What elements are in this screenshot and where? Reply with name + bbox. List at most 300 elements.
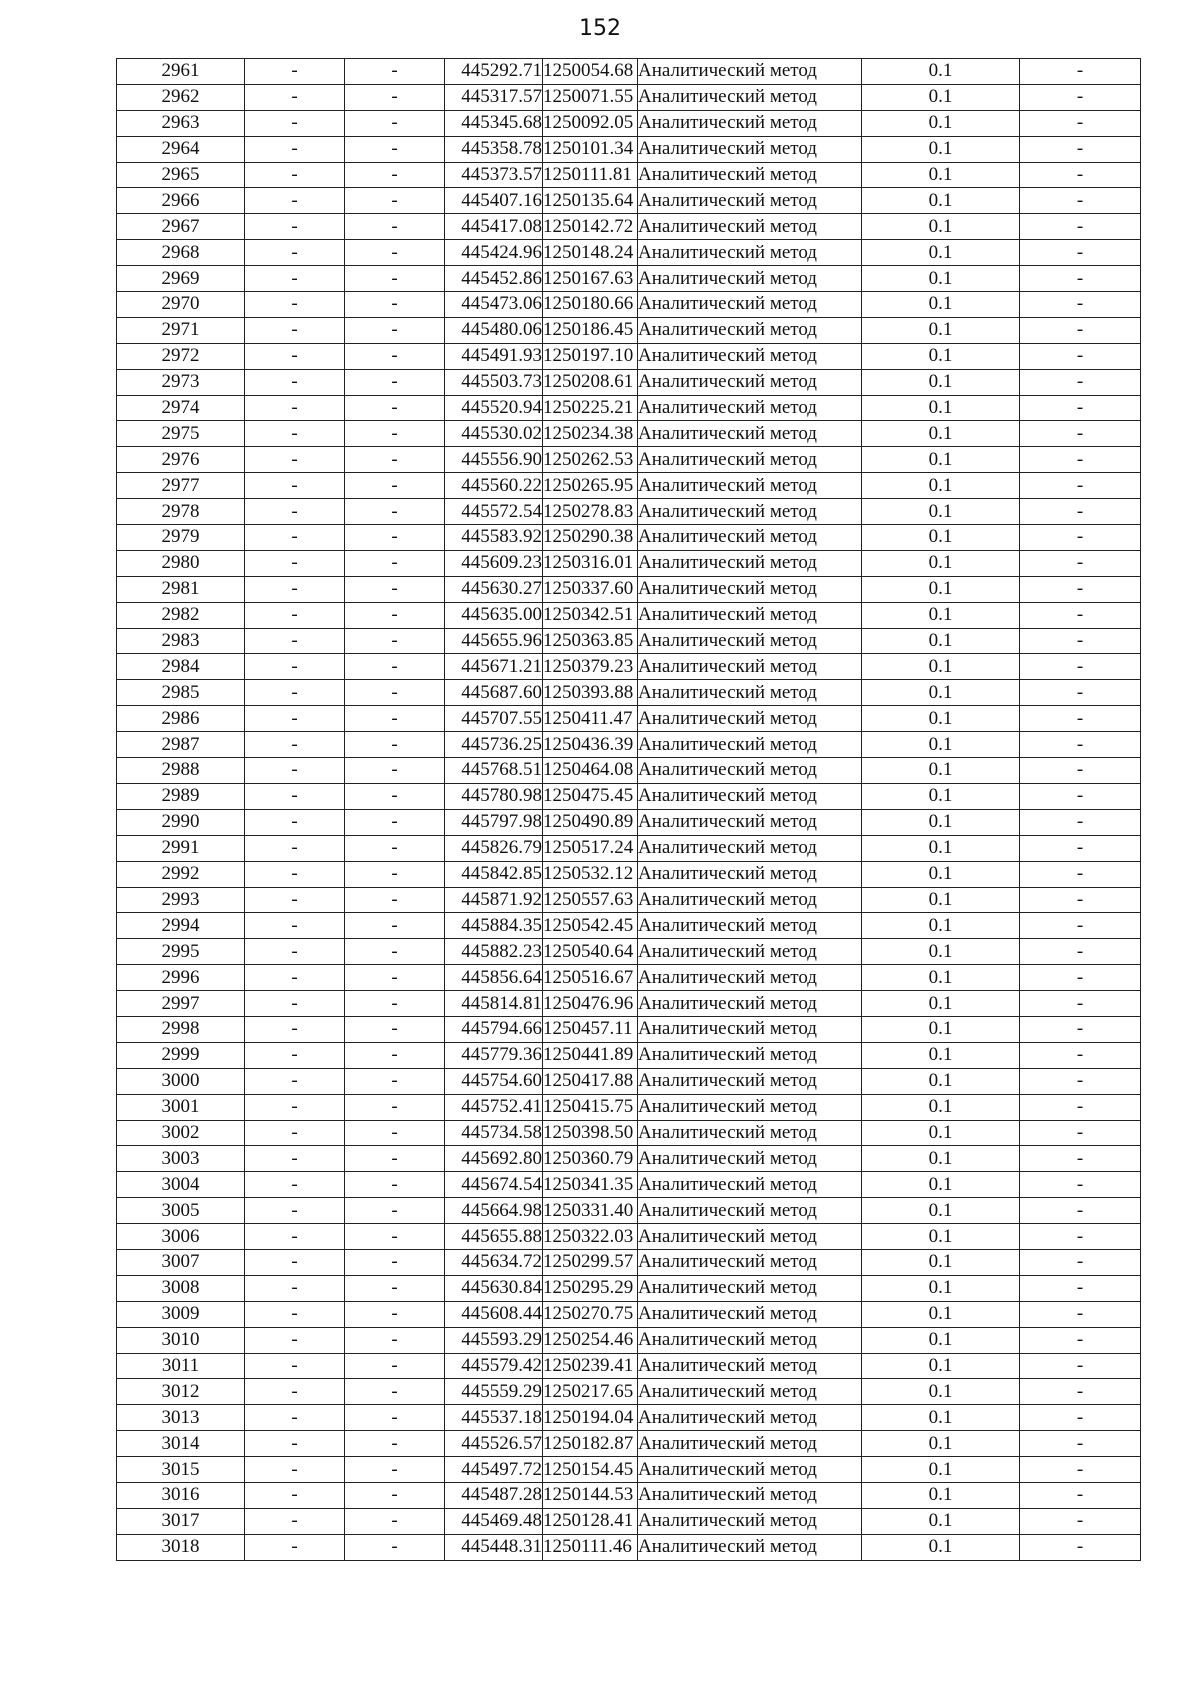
empty-value-cell: - [245, 1275, 345, 1301]
empty-value-cell: - [245, 447, 345, 473]
empty-value-cell: - [245, 680, 345, 706]
y-coordinate-cell: 1250197.10 [543, 343, 638, 369]
table-row [117, 1327, 1141, 1353]
empty-value-cell: - [345, 1431, 445, 1457]
empty-value-cell: - [245, 292, 345, 318]
accuracy-cell: 0.1 [862, 292, 1020, 318]
point-number-cell: 2997 [117, 991, 245, 1017]
empty-value-cell: - [1020, 343, 1141, 369]
method-cell: Аналитический метод [638, 84, 862, 110]
empty-value-cell: - [345, 266, 445, 292]
table-row [117, 835, 1141, 861]
empty-value-cell: - [245, 861, 345, 887]
accuracy-cell: 0.1 [862, 628, 1020, 654]
empty-value-cell: - [245, 758, 345, 784]
empty-value-cell: - [1020, 473, 1141, 499]
table-row [117, 1508, 1141, 1534]
x-coordinate-cell: 445503.73 [445, 369, 543, 395]
x-coordinate-cell: 445707.55 [445, 706, 543, 732]
accuracy-cell: 0.1 [862, 1224, 1020, 1250]
empty-value-cell: - [1020, 59, 1141, 85]
y-coordinate-cell: 1250135.64 [543, 188, 638, 214]
empty-value-cell: - [1020, 369, 1141, 395]
empty-value-cell: - [245, 136, 345, 162]
method-cell: Аналитический метод [638, 1224, 862, 1250]
empty-value-cell: - [245, 1482, 345, 1508]
empty-value-cell: - [1020, 240, 1141, 266]
point-number-cell: 2973 [117, 369, 245, 395]
empty-value-cell: - [345, 1198, 445, 1224]
y-coordinate-cell: 1250128.41 [543, 1508, 638, 1534]
x-coordinate-cell: 445417.08 [445, 214, 543, 240]
empty-value-cell: - [1020, 1431, 1141, 1457]
method-cell: Аналитический метод [638, 1198, 862, 1224]
x-coordinate-cell: 445469.48 [445, 1508, 543, 1534]
x-coordinate-cell: 445473.06 [445, 292, 543, 318]
empty-value-cell: - [245, 1249, 345, 1275]
empty-value-cell: - [1020, 1120, 1141, 1146]
empty-value-cell: - [1020, 628, 1141, 654]
method-cell: Аналитический метод [638, 162, 862, 188]
empty-value-cell: - [345, 835, 445, 861]
method-cell: Аналитический метод [638, 1068, 862, 1094]
y-coordinate-cell: 1250331.40 [543, 1198, 638, 1224]
method-cell: Аналитический метод [638, 421, 862, 447]
empty-value-cell: - [245, 525, 345, 551]
method-cell: Аналитический метод [638, 525, 862, 551]
empty-value-cell: - [345, 136, 445, 162]
accuracy-cell: 0.1 [862, 343, 1020, 369]
method-cell: Аналитический метод [638, 1042, 862, 1068]
x-coordinate-cell: 445780.98 [445, 783, 543, 809]
empty-value-cell: - [245, 706, 345, 732]
y-coordinate-cell: 1250180.66 [543, 292, 638, 318]
empty-value-cell: - [245, 1534, 345, 1560]
y-coordinate-cell: 1250342.51 [543, 602, 638, 628]
method-cell: Аналитический метод [638, 550, 862, 576]
method-cell: Аналитический метод [638, 499, 862, 525]
table-row [117, 110, 1141, 136]
method-cell: Аналитический метод [638, 59, 862, 85]
x-coordinate-cell: 445882.23 [445, 939, 543, 965]
empty-value-cell: - [345, 1379, 445, 1405]
table-row [117, 1431, 1141, 1457]
point-number-cell: 2979 [117, 525, 245, 551]
coordinates-table [116, 58, 1141, 1561]
x-coordinate-cell: 445635.00 [445, 602, 543, 628]
point-number-cell: 2986 [117, 706, 245, 732]
method-cell: Аналитический метод [638, 965, 862, 991]
table-row [117, 499, 1141, 525]
method-cell: Аналитический метод [638, 1482, 862, 1508]
y-coordinate-cell: 1250411.47 [543, 706, 638, 732]
accuracy-cell: 0.1 [862, 861, 1020, 887]
table-row [117, 240, 1141, 266]
empty-value-cell: - [1020, 1275, 1141, 1301]
table-row [117, 525, 1141, 551]
empty-value-cell: - [345, 473, 445, 499]
table-row [117, 991, 1141, 1017]
empty-value-cell: - [1020, 1249, 1141, 1275]
empty-value-cell: - [345, 292, 445, 318]
y-coordinate-cell: 1250393.88 [543, 680, 638, 706]
x-coordinate-cell: 445674.54 [445, 1172, 543, 1198]
empty-value-cell: - [1020, 1379, 1141, 1405]
table-row [117, 680, 1141, 706]
empty-value-cell: - [1020, 447, 1141, 473]
table-row [117, 1249, 1141, 1275]
empty-value-cell: - [245, 1379, 345, 1405]
point-number-cell: 2996 [117, 965, 245, 991]
y-coordinate-cell: 1250299.57 [543, 1249, 638, 1275]
y-coordinate-cell: 1250148.24 [543, 240, 638, 266]
table-row [117, 913, 1141, 939]
empty-value-cell: - [345, 162, 445, 188]
empty-value-cell: - [345, 343, 445, 369]
empty-value-cell: - [245, 266, 345, 292]
empty-value-cell: - [345, 110, 445, 136]
empty-value-cell: - [245, 732, 345, 758]
method-cell: Аналитический метод [638, 913, 862, 939]
empty-value-cell: - [345, 654, 445, 680]
method-cell: Аналитический метод [638, 861, 862, 887]
method-cell: Аналитический метод [638, 1301, 862, 1327]
table-row [117, 809, 1141, 835]
accuracy-cell: 0.1 [862, 1249, 1020, 1275]
empty-value-cell: - [345, 1508, 445, 1534]
empty-value-cell: - [245, 1405, 345, 1431]
x-coordinate-cell: 445407.16 [445, 188, 543, 214]
accuracy-cell: 0.1 [862, 758, 1020, 784]
method-cell: Аналитический метод [638, 1431, 862, 1457]
point-number-cell: 3011 [117, 1353, 245, 1379]
empty-value-cell: - [1020, 1094, 1141, 1120]
y-coordinate-cell: 1250111.46 [543, 1534, 638, 1560]
point-number-cell: 2975 [117, 421, 245, 447]
point-number-cell: 2999 [117, 1042, 245, 1068]
x-coordinate-cell: 445579.42 [445, 1353, 543, 1379]
y-coordinate-cell: 1250295.29 [543, 1275, 638, 1301]
point-number-cell: 3017 [117, 1508, 245, 1534]
y-coordinate-cell: 1250270.75 [543, 1301, 638, 1327]
table-row [117, 421, 1141, 447]
y-coordinate-cell: 1250464.08 [543, 758, 638, 784]
x-coordinate-cell: 445826.79 [445, 835, 543, 861]
empty-value-cell: - [345, 1068, 445, 1094]
x-coordinate-cell: 445317.57 [445, 84, 543, 110]
accuracy-cell: 0.1 [862, 1172, 1020, 1198]
empty-value-cell: - [1020, 680, 1141, 706]
y-coordinate-cell: 1250167.63 [543, 266, 638, 292]
accuracy-cell: 0.1 [862, 162, 1020, 188]
method-cell: Аналитический метод [638, 1275, 862, 1301]
method-cell: Аналитический метод [638, 732, 862, 758]
y-coordinate-cell: 1250142.72 [543, 214, 638, 240]
method-cell: Аналитический метод [638, 1327, 862, 1353]
point-number-cell: 2972 [117, 343, 245, 369]
empty-value-cell: - [1020, 266, 1141, 292]
y-coordinate-cell: 1250417.88 [543, 1068, 638, 1094]
empty-value-cell: - [245, 499, 345, 525]
accuracy-cell: 0.1 [862, 1042, 1020, 1068]
empty-value-cell: - [245, 343, 345, 369]
empty-value-cell: - [1020, 525, 1141, 551]
table-row [117, 447, 1141, 473]
empty-value-cell: - [245, 887, 345, 913]
table-row [117, 628, 1141, 654]
point-number-cell: 3005 [117, 1198, 245, 1224]
x-coordinate-cell: 445572.54 [445, 499, 543, 525]
method-cell: Аналитический метод [638, 654, 862, 680]
accuracy-cell: 0.1 [862, 1353, 1020, 1379]
empty-value-cell: - [245, 1094, 345, 1120]
y-coordinate-cell: 1250557.63 [543, 887, 638, 913]
empty-value-cell: - [345, 913, 445, 939]
x-coordinate-cell: 445779.36 [445, 1042, 543, 1068]
empty-value-cell: - [245, 1198, 345, 1224]
empty-value-cell: - [245, 913, 345, 939]
y-coordinate-cell: 1250182.87 [543, 1431, 638, 1457]
empty-value-cell: - [345, 732, 445, 758]
empty-value-cell: - [245, 84, 345, 110]
accuracy-cell: 0.1 [862, 887, 1020, 913]
x-coordinate-cell: 445452.86 [445, 266, 543, 292]
table-row [117, 1301, 1141, 1327]
point-number-cell: 2989 [117, 783, 245, 809]
empty-value-cell: - [345, 1327, 445, 1353]
empty-value-cell: - [245, 654, 345, 680]
table-row [117, 550, 1141, 576]
x-coordinate-cell: 445752.41 [445, 1094, 543, 1120]
y-coordinate-cell: 1250379.23 [543, 654, 638, 680]
method-cell: Аналитический метод [638, 602, 862, 628]
empty-value-cell: - [245, 317, 345, 343]
empty-value-cell: - [1020, 706, 1141, 732]
table-row [117, 473, 1141, 499]
empty-value-cell: - [1020, 965, 1141, 991]
accuracy-cell: 0.1 [862, 1534, 1020, 1560]
y-coordinate-cell: 1250322.03 [543, 1224, 638, 1250]
y-coordinate-cell: 1250360.79 [543, 1146, 638, 1172]
point-number-cell: 3018 [117, 1534, 245, 1560]
empty-value-cell: - [345, 499, 445, 525]
x-coordinate-cell: 445655.88 [445, 1224, 543, 1250]
empty-value-cell: - [1020, 214, 1141, 240]
point-number-cell: 3002 [117, 1120, 245, 1146]
empty-value-cell: - [245, 809, 345, 835]
method-cell: Аналитический метод [638, 783, 862, 809]
method-cell: Аналитический метод [638, 887, 862, 913]
point-number-cell: 2962 [117, 84, 245, 110]
table-row [117, 1275, 1141, 1301]
empty-value-cell: - [1020, 292, 1141, 318]
y-coordinate-cell: 1250225.21 [543, 395, 638, 421]
method-cell: Аналитический метод [638, 835, 862, 861]
empty-value-cell: - [245, 1327, 345, 1353]
empty-value-cell: - [1020, 1301, 1141, 1327]
method-cell: Аналитический метод [638, 1120, 862, 1146]
table-row [117, 317, 1141, 343]
empty-value-cell: - [1020, 110, 1141, 136]
empty-value-cell: - [345, 214, 445, 240]
coordinates-table-body [117, 59, 1141, 1561]
x-coordinate-cell: 445358.78 [445, 136, 543, 162]
point-number-cell: 2965 [117, 162, 245, 188]
accuracy-cell: 0.1 [862, 84, 1020, 110]
empty-value-cell: - [345, 1482, 445, 1508]
y-coordinate-cell: 1250144.53 [543, 1482, 638, 1508]
point-number-cell: 3016 [117, 1482, 245, 1508]
y-coordinate-cell: 1250532.12 [543, 861, 638, 887]
method-cell: Аналитический метод [638, 317, 862, 343]
table-row [117, 1146, 1141, 1172]
page-number: 152 [579, 16, 621, 41]
empty-value-cell: - [345, 576, 445, 602]
empty-value-cell: - [345, 84, 445, 110]
accuracy-cell: 0.1 [862, 835, 1020, 861]
accuracy-cell: 0.1 [862, 421, 1020, 447]
x-coordinate-cell: 445634.72 [445, 1249, 543, 1275]
accuracy-cell: 0.1 [862, 1327, 1020, 1353]
table-row [117, 1353, 1141, 1379]
x-coordinate-cell: 445687.60 [445, 680, 543, 706]
empty-value-cell: - [1020, 602, 1141, 628]
empty-value-cell: - [345, 1016, 445, 1042]
method-cell: Аналитический метод [638, 1016, 862, 1042]
point-number-cell: 2983 [117, 628, 245, 654]
y-coordinate-cell: 1250254.46 [543, 1327, 638, 1353]
empty-value-cell: - [345, 447, 445, 473]
y-coordinate-cell: 1250337.60 [543, 576, 638, 602]
table-row [117, 369, 1141, 395]
table-row [117, 136, 1141, 162]
table-row [117, 395, 1141, 421]
y-coordinate-cell: 1250101.34 [543, 136, 638, 162]
point-number-cell: 3006 [117, 1224, 245, 1250]
empty-value-cell: - [1020, 1172, 1141, 1198]
empty-value-cell: - [1020, 939, 1141, 965]
accuracy-cell: 0.1 [862, 1275, 1020, 1301]
x-coordinate-cell: 445593.29 [445, 1327, 543, 1353]
x-coordinate-cell: 445345.68 [445, 110, 543, 136]
table-row [117, 1016, 1141, 1042]
accuracy-cell: 0.1 [862, 499, 1020, 525]
empty-value-cell: - [245, 991, 345, 1017]
point-number-cell: 2992 [117, 861, 245, 887]
accuracy-cell: 0.1 [862, 447, 1020, 473]
table-row [117, 1120, 1141, 1146]
point-number-cell: 2961 [117, 59, 245, 85]
x-coordinate-cell: 445871.92 [445, 887, 543, 913]
empty-value-cell: - [1020, 1146, 1141, 1172]
accuracy-cell: 0.1 [862, 473, 1020, 499]
point-number-cell: 2990 [117, 809, 245, 835]
x-coordinate-cell: 445655.96 [445, 628, 543, 654]
table-row [117, 706, 1141, 732]
empty-value-cell: - [345, 1353, 445, 1379]
empty-value-cell: - [345, 525, 445, 551]
empty-value-cell: - [1020, 395, 1141, 421]
point-number-cell: 3013 [117, 1405, 245, 1431]
empty-value-cell: - [1020, 913, 1141, 939]
empty-value-cell: - [345, 783, 445, 809]
empty-value-cell: - [345, 680, 445, 706]
empty-value-cell: - [1020, 1198, 1141, 1224]
accuracy-cell: 0.1 [862, 525, 1020, 551]
empty-value-cell: - [245, 628, 345, 654]
accuracy-cell: 0.1 [862, 654, 1020, 680]
empty-value-cell: - [245, 1042, 345, 1068]
x-coordinate-cell: 445373.57 [445, 162, 543, 188]
empty-value-cell: - [1020, 887, 1141, 913]
empty-value-cell: - [1020, 162, 1141, 188]
y-coordinate-cell: 1250341.35 [543, 1172, 638, 1198]
y-coordinate-cell: 1250517.24 [543, 835, 638, 861]
point-number-cell: 2991 [117, 835, 245, 861]
accuracy-cell: 0.1 [862, 110, 1020, 136]
empty-value-cell: - [345, 809, 445, 835]
empty-value-cell: - [1020, 317, 1141, 343]
point-number-cell: 2984 [117, 654, 245, 680]
accuracy-cell: 0.1 [862, 1068, 1020, 1094]
method-cell: Аналитический метод [638, 628, 862, 654]
empty-value-cell: - [345, 861, 445, 887]
empty-value-cell: - [245, 162, 345, 188]
empty-value-cell: - [1020, 84, 1141, 110]
table-row [117, 1042, 1141, 1068]
accuracy-cell: 0.1 [862, 1379, 1020, 1405]
accuracy-cell: 0.1 [862, 1482, 1020, 1508]
accuracy-cell: 0.1 [862, 1431, 1020, 1457]
accuracy-cell: 0.1 [862, 188, 1020, 214]
accuracy-cell: 0.1 [862, 1120, 1020, 1146]
empty-value-cell: - [345, 369, 445, 395]
point-number-cell: 2981 [117, 576, 245, 602]
table-row [117, 1068, 1141, 1094]
point-number-cell: 2974 [117, 395, 245, 421]
empty-value-cell: - [345, 1094, 445, 1120]
empty-value-cell: - [1020, 809, 1141, 835]
empty-value-cell: - [245, 1120, 345, 1146]
x-coordinate-cell: 445884.35 [445, 913, 543, 939]
point-number-cell: 2982 [117, 602, 245, 628]
accuracy-cell: 0.1 [862, 317, 1020, 343]
empty-value-cell: - [345, 1120, 445, 1146]
table-row [117, 292, 1141, 318]
empty-value-cell: - [1020, 550, 1141, 576]
point-number-cell: 2995 [117, 939, 245, 965]
empty-value-cell: - [1020, 1534, 1141, 1560]
x-coordinate-cell: 445608.44 [445, 1301, 543, 1327]
accuracy-cell: 0.1 [862, 783, 1020, 809]
empty-value-cell: - [345, 395, 445, 421]
empty-value-cell: - [1020, 1224, 1141, 1250]
empty-value-cell: - [1020, 783, 1141, 809]
method-cell: Аналитический метод [638, 576, 862, 602]
y-coordinate-cell: 1250071.55 [543, 84, 638, 110]
method-cell: Аналитический метод [638, 1249, 862, 1275]
method-cell: Аналитический метод [638, 939, 862, 965]
empty-value-cell: - [245, 188, 345, 214]
empty-value-cell: - [1020, 991, 1141, 1017]
point-number-cell: 2993 [117, 887, 245, 913]
point-number-cell: 2963 [117, 110, 245, 136]
empty-value-cell: - [1020, 654, 1141, 680]
empty-value-cell: - [345, 939, 445, 965]
empty-value-cell: - [1020, 1042, 1141, 1068]
y-coordinate-cell: 1250278.83 [543, 499, 638, 525]
y-coordinate-cell: 1250363.85 [543, 628, 638, 654]
